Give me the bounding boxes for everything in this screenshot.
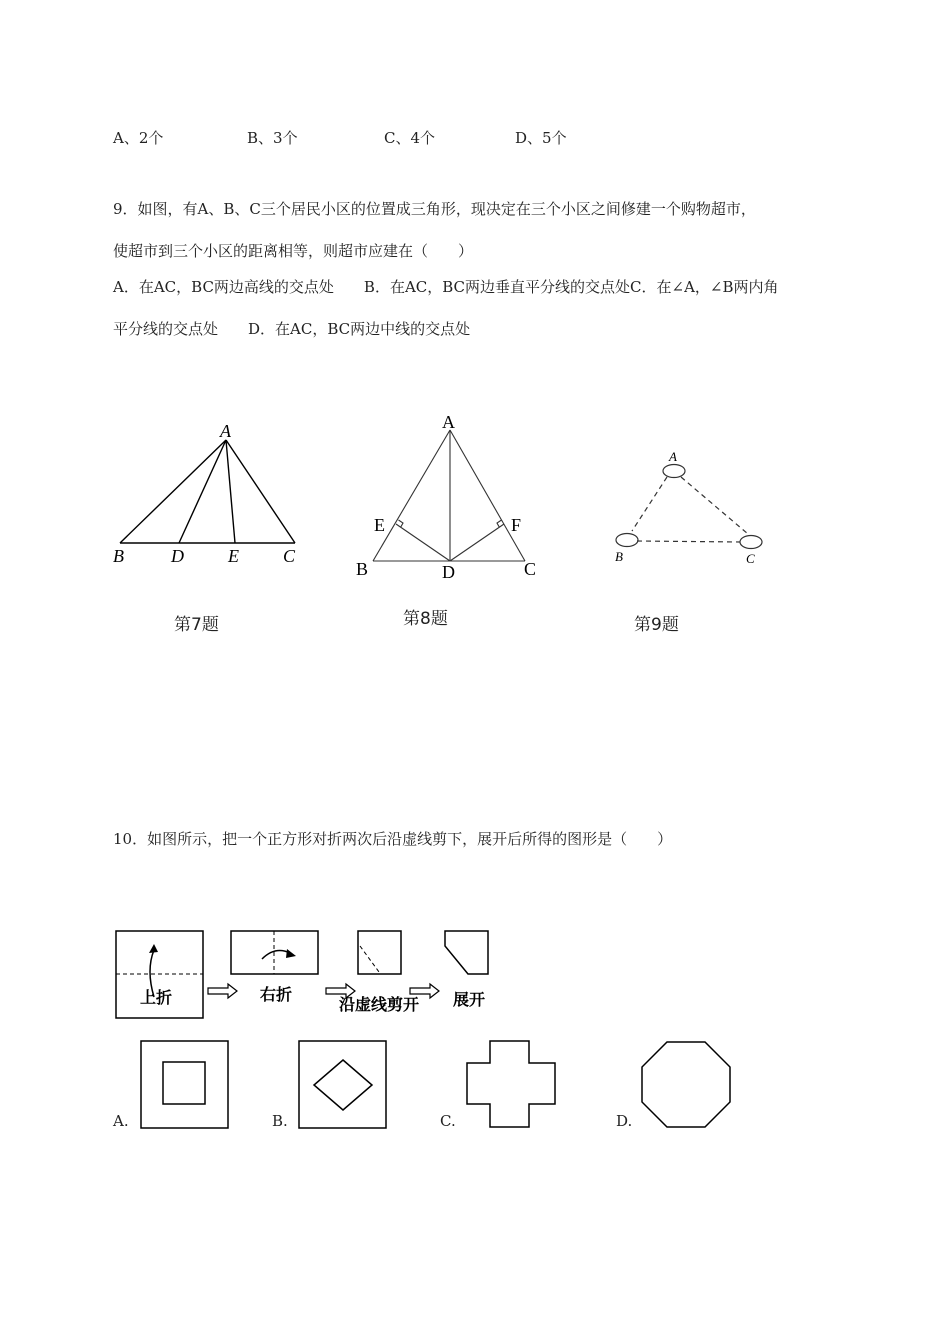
fig8-side-ac [450,430,525,561]
fig8-label-b: B [356,559,369,579]
fig7-label-b: B [113,546,124,566]
q10-line-1: 10．如图所示，把一个正方形对折两次后沿虚线剪下，展开后所得的图形是（ ） [113,830,673,848]
q10-option-d-label: D. [616,1112,633,1130]
q10-option-c-figure [465,1040,559,1132]
fig8-label-c: C [524,559,537,579]
q9-line-2: 使超市到三个小区的距离相等，则超市应建在（ ） [113,242,474,260]
q8-option-d: D、5个 [515,129,567,147]
q8-option-c: C、4个 [384,129,436,147]
fig7-segment-ad [179,440,226,543]
fig7-label-c: C [283,546,296,566]
step2-fold-arrow [262,951,290,959]
step4-unfolded-shape [445,931,488,974]
q10-option-a-figure [140,1040,232,1132]
fig8-caption: 第8题 [403,609,448,629]
q10-option-c-label: C. [440,1112,456,1130]
figure-9 [600,440,770,575]
step4-label: 展开 [453,990,486,1009]
fig8-label-f: F [511,515,522,535]
fig9-dashed-ac [681,477,748,534]
fig8-segment-df [450,524,504,561]
fig7-segment-ae [226,440,235,543]
step1-arrow-head [149,944,158,953]
fig7-side-ab [120,440,226,543]
fig9-district-a [663,465,685,478]
fig7-label-e: E [228,546,239,566]
figure-7 [105,410,315,570]
q9-line-4: 平分线的交点处 D．在AC，BC两边中线的交点处 [113,320,471,338]
q8-option-a: A、2个 [113,129,164,147]
q10-option-d-figure [640,1040,734,1132]
fig7-caption: 第7题 [174,615,219,635]
figure-8 [350,408,550,583]
q10-folding-steps [110,925,510,1025]
fig9-dashed-bc [637,541,740,542]
q9-line-3: A．在AC，BC两边高线的交点处 B．在AC，BC两边垂直平分线的交点处C．在∠A，∠B两内角 [113,278,779,296]
step2-arrow-head [286,949,296,958]
fig7-label-d: D [171,546,184,566]
q10-option-b-figure [298,1040,390,1132]
step3-label: 沿虚线剪开 [339,995,420,1014]
fig9-district-c [740,536,762,549]
fig7-side-ac [226,440,295,543]
fig9-label-c: C [746,551,755,566]
fig9-district-b [616,534,638,547]
fig8-label-d: D [442,562,455,582]
q10-option-b-label: B. [272,1112,288,1130]
step3-cut-line [360,946,379,972]
q8-option-b: B、3个 [247,129,298,147]
fig8-side-ab [373,430,450,561]
fig8-label-a: A [442,412,455,432]
fig9-dashed-ab [632,477,667,531]
fig7-label-a: A [220,421,231,441]
q10-option-a-label: A. [113,1112,129,1130]
fig9-label-a: A [669,449,677,464]
fig8-segment-de [396,524,450,561]
step1-label: 上折 [140,988,173,1007]
fig8-label-e: E [374,515,385,535]
step1-next-arrow [208,984,237,998]
fig9-label-b: B [615,549,623,564]
step2-label: 右折 [260,985,293,1004]
q9-line-1: 9．如图，有A、B、C三个居民小区的位置成三角形，现决定在三个小区之间修建一个购物超市， [113,200,756,218]
fig9-caption: 第9题 [634,615,679,635]
